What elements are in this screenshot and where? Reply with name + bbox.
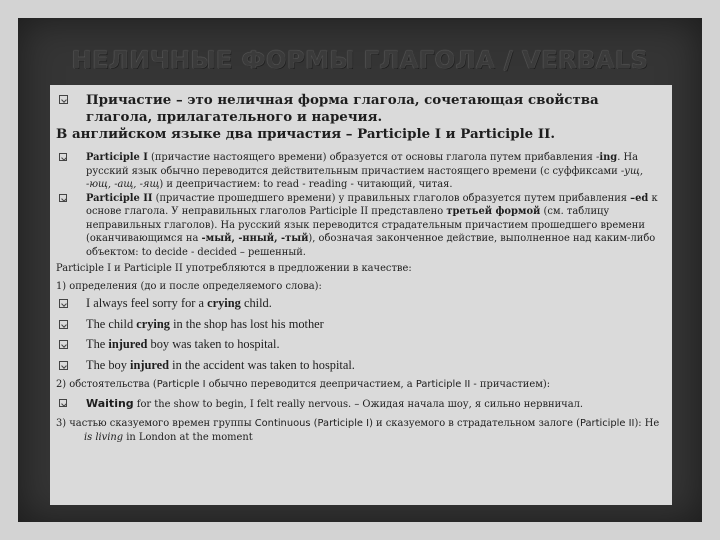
usage-2 [56,378,666,392]
ex5-a: Waiting [86,396,134,410]
example-5 [56,397,666,412]
bullet-icon [59,361,68,370]
p1-term: Participle I [86,152,148,163]
intro-bullet [56,92,666,126]
participle-1-bullet [56,151,666,192]
p2-form: третьей формой [446,206,541,217]
p1-ing: ing [599,152,618,163]
p1-text-a: (причастие настоящего времени) образуется от основы глагола путем прибавления - [147,152,600,163]
example-3 [56,334,666,355]
bullet-icon [59,95,68,104]
usage2-e: - причастием): [470,379,551,390]
ex5-b: for the show to begin, I felt really nervous. – Ожидая начала шоу, я сильно нервничал. [133,398,583,410]
usage3-d: Participle II [579,418,635,429]
bullet-icon [59,340,68,349]
slide-title: НЕЛИЧНЫЕ ФОРМЫ ГЛАГОЛА / VERBALS [71,46,649,74]
p2-term: Participle II [86,192,153,204]
example-2 [56,314,666,335]
ex2-a: The child [86,316,137,331]
p1-suffixes: -ущ, -ющ, -ащ, -ящ [86,165,643,190]
usage-3 [56,417,666,444]
usage-line: Participle I и Participle II употребляются в предложении в качестве: [56,263,412,274]
p2-text-d: ), обозначая законченное действие, выполненное над каким-либо объектом: to decide - decided – решенный. [86,233,656,258]
usage2-c: обычно переводится деепричастием, а [205,379,416,390]
ex3-c: boy was taken to hospital. [147,337,280,351]
ex4-c: in the accident was taken to hospital. [169,357,355,372]
ex4-b: injured [130,357,170,372]
participle-2-bullet [56,192,666,260]
p2-text-c: (см. таблицу неправильных глаголов). На русский язык переводится страдательным причастием прошедшего времени (оканчивающимся на [86,206,645,244]
ex4-a: The boy [86,357,131,372]
ex1-a: I always feel sorry for a [86,296,208,310]
p2-text-a: (причастие прошедшего времени) у правильных глаголов образуется путем прибавления [152,192,631,204]
p1-text-b: . На русский язык обычно переводится действительным причастием настоящего времени (с суффиксами [86,152,638,177]
ex1-c: child. [240,296,272,310]
p2-endings: -мый, -нный, -тый [201,233,309,244]
bullet-icon [59,194,67,202]
bullet-icon [59,153,67,161]
bullet-icon [59,299,68,308]
usage3-g: in London at the moment [123,431,253,443]
usage3-f: is living [84,431,124,443]
usage2-a: 2) обстоятельства ( [56,379,157,390]
p2-text-b: к основе глагола. У неправильных глаголов Participle II представлено [86,192,658,217]
ex2-b: crying [136,316,170,331]
p1-text-c: ) и деепричастием: to read - reading - читающий, читая. [159,179,453,190]
content-panel [50,85,672,505]
usage-1: 1) определения (до и после определяемого слова): [56,280,322,292]
usage3-a: 3) частью сказуемого времен группы [56,418,255,429]
usage2-d: Participle II [415,379,471,390]
example-1 [56,293,666,314]
usage3-e: ): He [634,418,660,429]
ex1-b: crying [207,296,241,310]
example-4 [56,355,666,376]
bullet-icon [59,320,68,329]
ex3-b: injured [108,337,148,351]
bullet-icon [59,399,67,407]
usage3-b: Continuous (Participle I) [254,418,373,429]
ex3-a: The [86,337,109,351]
p2-ed: –ed [630,192,649,204]
intro-bullet-text: Причастие – это неличная форма глагола, сочетающая свойства глагола, прилагательного и наречия. [86,92,599,125]
usage3-c: и сказуемого в страдательном залоге ( [372,418,580,429]
ex2-c: in the shop has lost his mother [169,316,324,331]
intro-line: В английском языке два причастия – Participle I и Participle II. [56,126,556,142]
usage2-b: Particple I [156,379,206,390]
